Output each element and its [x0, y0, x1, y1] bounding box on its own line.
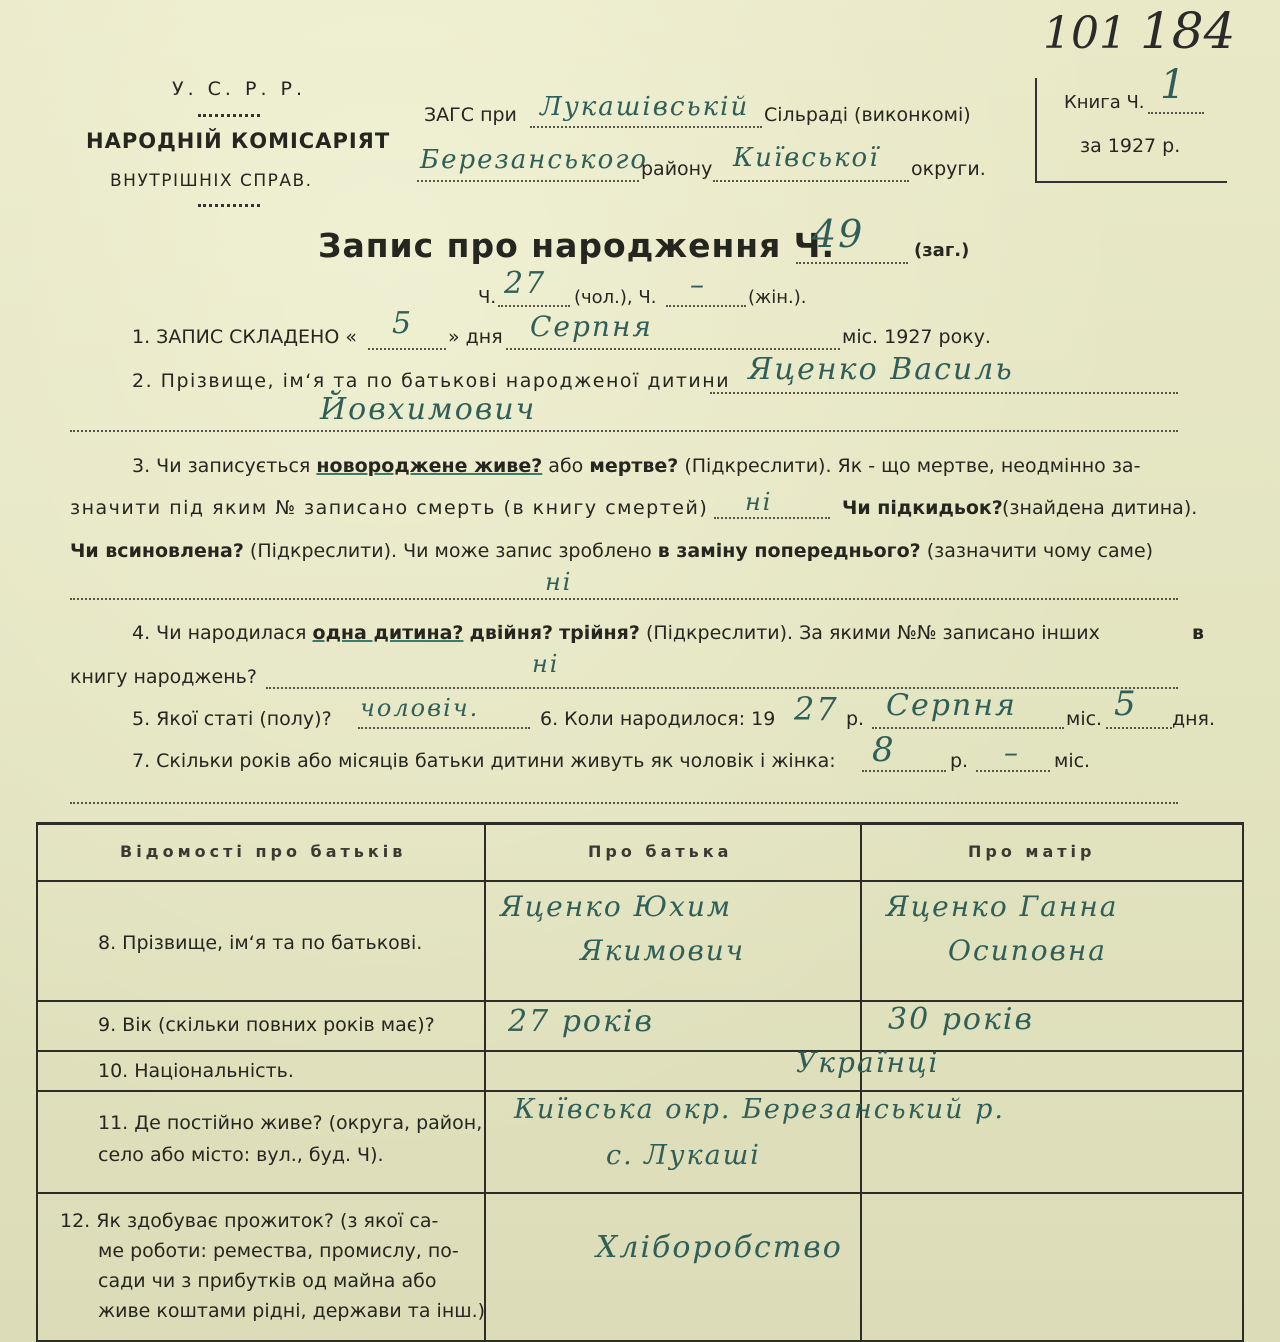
item7-years-line: [862, 770, 946, 772]
item4-p2: (Підкреслити). За якими №№ записано інших: [645, 622, 1100, 644]
council-label: Сільраді (виконкомі): [764, 104, 971, 126]
ussr-label: У. С. Р. Р.: [172, 78, 307, 100]
item1-month: Серпня: [530, 310, 653, 343]
item7-mis: міс.: [1054, 750, 1091, 772]
row8-mother-line2: Осиповна: [948, 934, 1107, 967]
item6-month-line: [872, 727, 1064, 729]
row11-value-line1: Київська окр. Березанський р.: [514, 1094, 1005, 1125]
village-value: Лукашівській: [540, 92, 750, 122]
item6-mis: міс.: [1066, 708, 1103, 730]
item5-line: [358, 727, 530, 729]
district-label: району: [641, 158, 713, 180]
item7-label: 7. Скільки років або місяців батьки дитини живуть як чоловік і жінка:: [132, 750, 836, 772]
district-value: Березанського: [420, 145, 649, 175]
table-border-top: [36, 822, 1244, 825]
item7-months: –: [1004, 736, 1020, 769]
item3-replace-value: ні: [545, 568, 573, 596]
book-number: 1: [1160, 62, 1188, 108]
item3-p2: або: [548, 455, 584, 477]
item3-death-line: [714, 517, 830, 519]
item1-label: 1. ЗАПИС СКЛАДЕНО «: [132, 326, 357, 348]
item6-label: 6. Коли народилося: 19: [540, 708, 776, 730]
row11-value-line2: с. Лукаші: [606, 1140, 761, 1171]
item4-line1: [132, 622, 1100, 644]
male-count: 27: [504, 266, 547, 301]
item1-mid: » дня: [448, 326, 503, 348]
item2-line1: [710, 392, 1178, 394]
table-border-right: [1242, 822, 1244, 1342]
header-parents-info: Відомості про батьків: [120, 842, 407, 861]
item2-value2: Йовхимович: [320, 392, 537, 427]
item4-in: в: [1192, 622, 1205, 644]
item5-value: чоловіч.: [360, 694, 480, 722]
item4-value: ні: [532, 650, 560, 678]
table-rule: [36, 1000, 1244, 1002]
item3-foundling: Чи підкидьок?: [842, 497, 1003, 519]
row12-value: Хліборобство: [596, 1230, 843, 1265]
item6-month: Серпня: [886, 688, 1017, 723]
item7-line2: [70, 802, 1178, 804]
row8-father-line2: Якимович: [580, 934, 746, 967]
record-title: Запис про народження Ч.: [318, 226, 835, 265]
item3-line3b: (Підкреслити). Чи може запис зроблено: [249, 540, 652, 562]
item7-r: р.: [950, 750, 969, 772]
item1-end: міс. 1927 року.: [842, 326, 991, 348]
item1-day-line: [368, 348, 446, 350]
book-field-line: [1148, 112, 1204, 114]
row10-label: 10. Національність.: [98, 1060, 294, 1082]
item7-years: 8: [872, 730, 896, 770]
item3-death-no: ні: [745, 488, 773, 516]
female-label: (жін.).: [748, 287, 807, 308]
item3-p1: 3. Чи записується: [132, 455, 311, 477]
row10-common: Українці: [796, 1046, 940, 1079]
item3-dead: мертве?: [589, 455, 679, 477]
item6-dnya: дня.: [1172, 708, 1216, 730]
record-number: 49: [812, 212, 865, 256]
row12-label-line3: сади чи з прибутків од майна або: [98, 1270, 437, 1292]
item6-r: р.: [846, 708, 865, 730]
header-mother: Про матір: [968, 842, 1096, 861]
item4-line2: книгу народжень?: [70, 666, 257, 688]
item5-label: 5. Якої статі (полу)?: [132, 708, 332, 730]
item3-adopted: Чи всиновлена?: [70, 540, 244, 562]
item3-alive: новороджене живе?: [316, 455, 543, 477]
item3-line2a: значити під яким № записано смерть (в книгу смертей): [70, 497, 709, 519]
item3-replace: в заміну попереднього?: [657, 540, 921, 562]
table-rule: [36, 1192, 1244, 1194]
item3-line4: [70, 598, 1178, 600]
zags-prefix: ЗАГС при: [424, 104, 517, 126]
table-rule: [36, 880, 1244, 882]
commissariat-label: НАРОДНІЙ КОМІСАРІЯТ: [86, 129, 391, 153]
male-count-line: [498, 305, 570, 307]
row12-label-line1: 12. Як здобуває прожиток? (з якої са-: [60, 1210, 439, 1232]
item6-year: 27: [794, 690, 839, 728]
item3-line1: [132, 455, 1140, 477]
row8-label: 8. Прізвище, ім‘я та по батькові.: [98, 932, 423, 954]
okruha-label: округи.: [911, 158, 986, 180]
internal-affairs-label: ВНУТРІШНІХ СПРАВ.: [110, 171, 313, 191]
table-rule: [36, 1090, 1244, 1092]
divider-bottom: [198, 204, 260, 207]
item7-months-line: [976, 770, 1050, 772]
item2-label: 2. Прізвище, ім‘я та по батькові народженої дитини: [132, 370, 731, 392]
row9-label: 9. Вік (скільки повних років має)?: [98, 1014, 435, 1036]
book-label: Книга Ч.: [1064, 92, 1145, 113]
row12-label-line4: живе коштами рідні, держави та інш.): [98, 1300, 486, 1322]
okruha-field-line: [713, 180, 909, 182]
item3-line3: [70, 540, 1153, 562]
parents-table: [36, 822, 1244, 1342]
row12-label-line2: ме роботи: ремества, промислу, по-: [98, 1240, 459, 1262]
row11-label-line1: 11. Де постійно живе? (округа, район,: [98, 1112, 483, 1134]
book-year: за 1927 р.: [1080, 135, 1181, 157]
item3-found-paren: (знайдена дитина).: [1002, 497, 1198, 519]
item1-month-line: [506, 348, 840, 350]
okruha-value: Київської: [733, 143, 880, 173]
item2-line2: [70, 430, 1178, 432]
record-number-line: [796, 262, 908, 264]
item4-triplets: трійня?: [559, 622, 640, 644]
item6-day-line: [1106, 727, 1172, 729]
row9-mother: 30 років: [888, 1002, 1034, 1037]
divider-top: [198, 114, 260, 117]
item4-twins: двійня?: [469, 622, 554, 644]
record-title-suffix: (заг.): [914, 240, 970, 261]
table-divider: [860, 822, 862, 1342]
row9-father: 27 років: [508, 1004, 654, 1039]
district-field-line: [417, 180, 639, 182]
row11-label-line2: село або місто: вул., буд. Ч).: [98, 1144, 384, 1166]
table-rule: [36, 1050, 1244, 1052]
item4-value-line: [266, 687, 1178, 689]
table-border-left: [36, 822, 38, 1342]
ch-label: Ч.: [478, 287, 497, 308]
village-field-line: [530, 126, 762, 128]
female-count: –: [690, 268, 706, 301]
item6-day: 5: [1114, 684, 1138, 724]
female-count-line: [666, 305, 746, 307]
table-divider: [484, 822, 486, 1342]
archive-number-right: 184: [1140, 2, 1236, 60]
item3-line3c: (зазначити чому саме): [926, 540, 1154, 562]
item3-p3: (Підкреслити). Як - що мертве, неодмінно за-: [684, 455, 1141, 477]
item2-value1: Яценко Василь: [748, 352, 1014, 387]
item4-one: одна дитина?: [312, 622, 464, 644]
item1-day: 5: [392, 306, 414, 341]
archive-number-left: 101: [1043, 8, 1127, 59]
item4-p1: 4. Чи народилася: [132, 622, 307, 644]
header-father: Про батька: [588, 842, 733, 861]
row8-mother-line1: Яценко Ганна: [886, 890, 1119, 923]
male-label: (чол.), Ч.: [574, 287, 657, 308]
row8-father-line1: Яценко Юхим: [500, 890, 733, 923]
